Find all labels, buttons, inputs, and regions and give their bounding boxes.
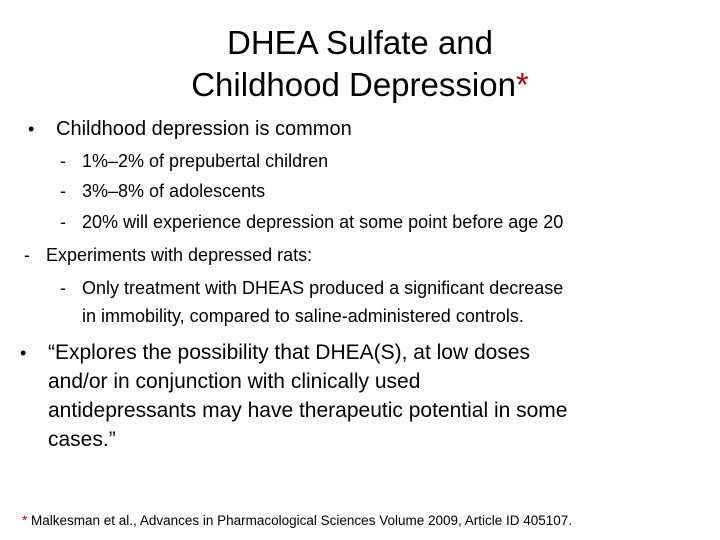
quote-text: and/or in conjunction with clinically used [48, 370, 421, 393]
bullet-dot-icon: • [28, 119, 35, 139]
title-line-2-text: Childhood Depression [191, 66, 516, 103]
footnote-asterisk: * [22, 513, 28, 528]
sub-bullet-adolescents [60, 181, 265, 202]
bullet-quote-line-3 [48, 396, 567, 425]
sub-bullet-dheas-treatment [60, 278, 563, 299]
sub-bullet-text: in immobility, compared to saline-administered controls. [82, 306, 524, 326]
sub-bullet-text: 20% will experience depression at some point before age 20 [82, 212, 564, 232]
dash-icon: - [60, 212, 66, 232]
quote-text: antidepressants may have therapeutic potential in some [48, 399, 568, 422]
sub-bullet-text: 3%–8% of adolescents [82, 181, 266, 201]
quote-text: “Explores the possibility that DHEA(S), at low doses [48, 341, 531, 364]
bullet-rat-experiments [24, 245, 312, 266]
title-asterisk: * [515, 66, 529, 103]
dash-icon: - [60, 151, 66, 171]
dash-icon: - [24, 245, 30, 265]
dash-icon: - [60, 181, 66, 201]
bullet-text: Childhood depression is common [56, 118, 352, 140]
bullet-childhood-depression [28, 118, 352, 141]
footnote-text: Malkesman et al., Advances in Pharmacological Sciences Volume 2009, Article ID 405107. [27, 513, 573, 528]
bullet-quote-line-1 [20, 338, 530, 368]
slide-title [150, 22, 570, 106]
sub-bullet-text: 1%–2% of prepubertal children [82, 151, 329, 171]
bullet-dot-icon: • [20, 343, 27, 363]
sub-bullet-text: Only treatment with DHEAS produced a significant decrease [82, 278, 564, 298]
title-line-1: DHEA Sulfate and [227, 24, 493, 61]
sub-bullet-prepubertal [60, 151, 328, 172]
sub-bullet-before-20 [60, 212, 563, 233]
bullet-quote-line-4 [48, 425, 116, 454]
sub-bullet-dheas-treatment-cont [82, 306, 524, 327]
dash-icon: - [60, 278, 66, 298]
bullet-text: Experiments with depressed rats: [46, 245, 313, 265]
quote-text: cases.” [48, 428, 116, 451]
title-line-2 [150, 64, 570, 106]
footnote [22, 513, 572, 528]
bullet-quote-line-2 [48, 367, 420, 396]
